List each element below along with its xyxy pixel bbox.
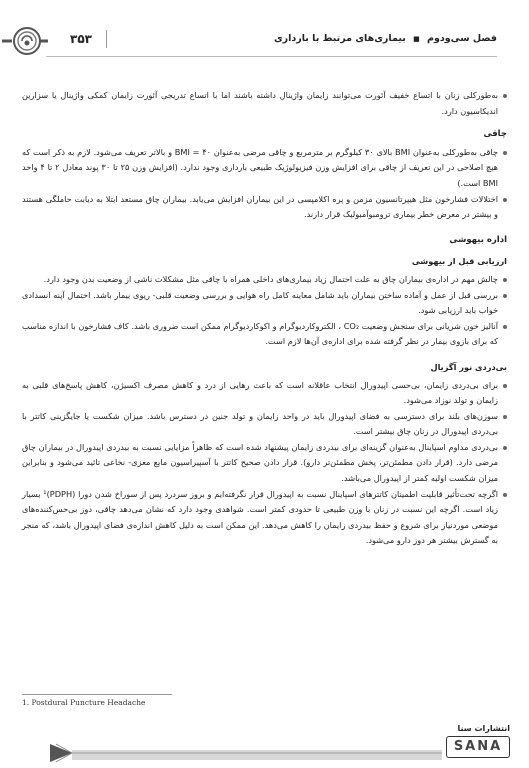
- paragraph-long-needles: سوزن‌های بلند برای دسترسی به فضای اپیدورال باید در واحد زایمان و تولد جنین در دسترس باشد. میزان شکست یا جایگزینی کاتتر با بی‌دردی اپیدورال در زنان چاق بیشتر است.: [22, 409, 507, 440]
- title-separator: ■: [413, 35, 420, 43]
- heading-obesity: چاقی: [483, 129, 507, 140]
- triangle-arrow-icon: [48, 742, 74, 764]
- footnote: 1. Postdural Puncture Headache: [22, 698, 146, 707]
- paragraph-continuous-spinal: بی‌دردی مداوم اسپاینال به‌عنوان گزینه‌ای برای بیدردی زایمان پیشنهاد شده است که ظاهراً مزایایی نسبت به بیدردی اپیدورال در بیماران چاق مرضی دارد. (قرار دادن مطمئن‌تر، پخش مطمئن‌تر دارو). قرار دادن صحیح کاتتر با آسپیراسیون مایع مغزی- نخاعی تائید می‌شود و بنابراین میزان شکست اولیه کمتر از اپیدورال می‌باشد.: [22, 440, 507, 487]
- header-rule: [46, 56, 497, 57]
- publisher-logo: [440, 724, 510, 764]
- fetal-ultrasound-icon: [2, 26, 48, 56]
- footnote-rule: [22, 694, 172, 695]
- page-number: ۳۵۳: [70, 32, 92, 46]
- heading-neuraxial-analgesia: بی‌دردی نور آگزیال: [430, 361, 507, 372]
- heading-anesthesia-management: اداره بیهوشی: [449, 234, 507, 245]
- paragraph-obesity-definition: چاقی به‌طورکلی به‌عنوان BMI بالای ۳۰ کیلوگرم بر مترمربع و چاقی مرضی به‌عنوان BMI = ۴۰ و بالاتر تعریف می‌شود. لازم به ذکر است که هیچ اصلاحی در این تعریف از چاقی برای افزایش وزن فیزیولوژیک طبیعی بارداری وجود ندارد. (افزایش وزن ۲۵ تا ۳۰ پوند معادل ۲ تا ۴ واحد BMI است.): [22, 145, 507, 192]
- paragraph-abg: آنالیز خون شریانی برای سنجش وضعیت CO₂ ، الکتروکاردیوگرام و اکوکاردیوگرام ممکن است ضروری باشد. کاف فشارخون با اندازه مناسب که برای بازوی بیمار در نظر گرفته شده برای اداره‌ی آن‌ها لازم است.: [22, 319, 507, 350]
- paragraph-challenge: چالش مهم در اداره‌ی بیماران چاق به علت احتمال زیاد بیماری‌های داخلی همراه با چاقی مثل مشکلات ناشی از وضعیت بدن وجود دارد.: [22, 272, 507, 288]
- running-title: [274, 33, 497, 44]
- chapter-title: بیماری‌های مرتبط با بارداری: [273, 33, 406, 44]
- publisher-name: انتشارات سنا: [457, 724, 510, 733]
- paragraph-hypertension: اختلالات فشارخون مثل هیپرتانسیون مزمن و پره اکلامپسی در این بیماران افزایش می‌یابد. بیماران چاق مستعد ابتلا به دیابت حاملگی هستند و بیشتر در معرض خطر بیماری ترومبوآمبولیک قرار دارند.: [22, 192, 507, 223]
- paragraph-pdph: اگرچه تحت‌تأثیر قابلیت اطمینان کاتترهای اسپاینال نسبت به اپیدورال قرار نگرفته‌ایم و بروز سردرد پس از سوراخ شدن دورا (PDPH)¹ بسیار زیاد است. اگرچه این نسبت در زنان با وزن طبیعی تا حدودی کمتر است. شواهدی وجود دارد که نشان می‌دهد چاقی، دوز بی‌حس‌کننده‌های موضعی موردنیاز برای شروع و حفظ بیدردی زایمان را کاهش می‌دهد. این ممکن است به دلیل کاهش اندازه‌ی فضای اپیدورال باشد، که منجر به گسترش بیشتر هر دوز دارو می‌شود.: [22, 487, 507, 549]
- header-divider: [106, 30, 107, 48]
- page-header: [0, 26, 529, 56]
- chapter-label: فصل سی‌ودوم: [427, 33, 497, 44]
- paragraph-aortic-dilation: به‌طورکلی زنان با اتساع خفیف آئورت می‌توانند زایمان واژینال داشته باشند اما با اتساع تدریجی آئورت زایمان کمکی واژینال یا سزارین اندیکاسیون دارد.: [22, 88, 507, 119]
- paragraph-preop-exam: بررسی قبل از عمل و آماده ساختن بیماران باید شامل معاینه کامل راه هوایی و بررسی وضعیت قلبی- ریوی بیمار باشد. احتمال آپنه انسدادی خواب باید ارزیابی شود.: [22, 288, 507, 319]
- paragraph-epidural-choice: برای بی‌دردی زایمان، بی‌حسی اپیدورال انتخاب عاقلانه است که باعث رهایی از درد و کاهش مصرف اکسیژن، کاهش پاسخ‌های قلبی به زایمان و تولد نوزاد می‌شود.: [22, 378, 507, 409]
- body-text: [22, 88, 507, 549]
- heading-preop-assessment: ارزیابی قبل از بیهوشی: [411, 256, 507, 267]
- publisher-mark: SANA: [446, 736, 510, 758]
- footer-band: [72, 746, 442, 764]
